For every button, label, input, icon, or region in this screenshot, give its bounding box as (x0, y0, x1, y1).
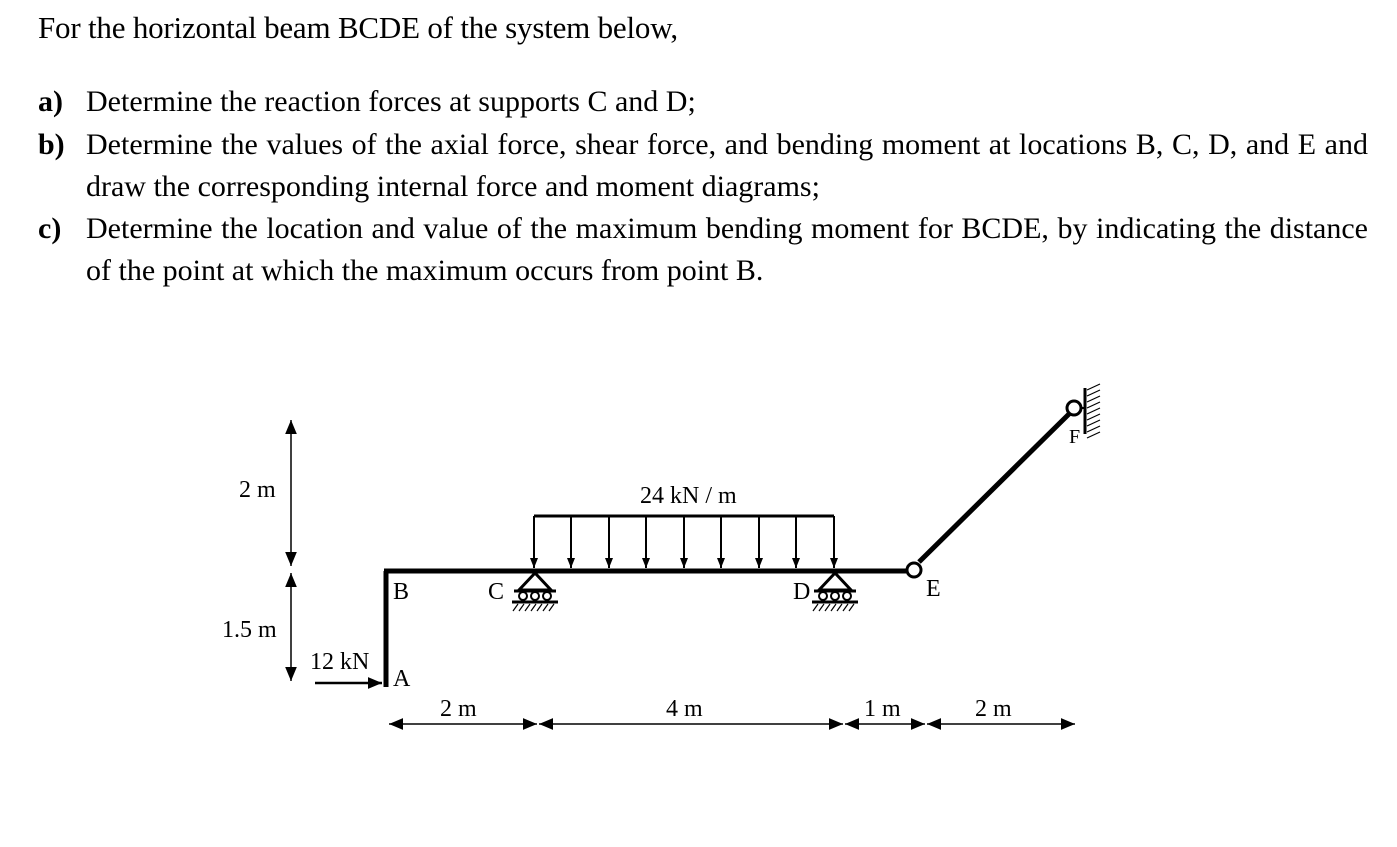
distributed-load (534, 516, 834, 568)
horizontal-dim-label-2m-b: 2 m (975, 696, 1012, 722)
horizontal-dim-label-4m: 4 m (666, 696, 703, 722)
problem-intro: For the horizontal beam BCDE of the system below, (38, 10, 678, 45)
distributed-load-label: 24 kN / m (640, 483, 737, 509)
roller-support-d (812, 573, 858, 611)
point-label-c: C (488, 579, 505, 605)
question-b-text: Determine the values of the axial force, shear force, and bending moment at locations B, C, D, and E and draw the corresponding internal force and moment diagrams; (86, 128, 1368, 203)
horizontal-dim-label-2m-a: 2 m (440, 696, 477, 722)
link-ef (919, 414, 1069, 562)
question-a-text: Determine the reaction forces at supports C and D; (86, 85, 696, 118)
point-load-label: 12 kN (310, 649, 370, 675)
point-label-b: B (393, 579, 410, 605)
hinge-e (907, 563, 921, 577)
point-label-d: D (793, 579, 811, 605)
question-b-label: b) (38, 128, 65, 161)
question-c-label: c) (38, 212, 62, 245)
point-label-f: F (1069, 426, 1081, 448)
hinge-f (1067, 401, 1081, 415)
roller-support-c (512, 573, 558, 611)
point-label-e: E (926, 576, 941, 602)
vertical-dim-label-2m: 2 m (239, 477, 276, 503)
vertical-dim-label-1-5m: 1.5 m (222, 617, 277, 643)
question-a-label: a) (38, 85, 63, 118)
question-c-text: Determine the location and value of the maximum bending moment for BCDE, by indicating the distance of the point at which the maximum occurs from point B. (86, 212, 1368, 287)
horizontal-dim-label-1m: 1 m (864, 696, 901, 722)
point-label-a: A (393, 666, 411, 692)
